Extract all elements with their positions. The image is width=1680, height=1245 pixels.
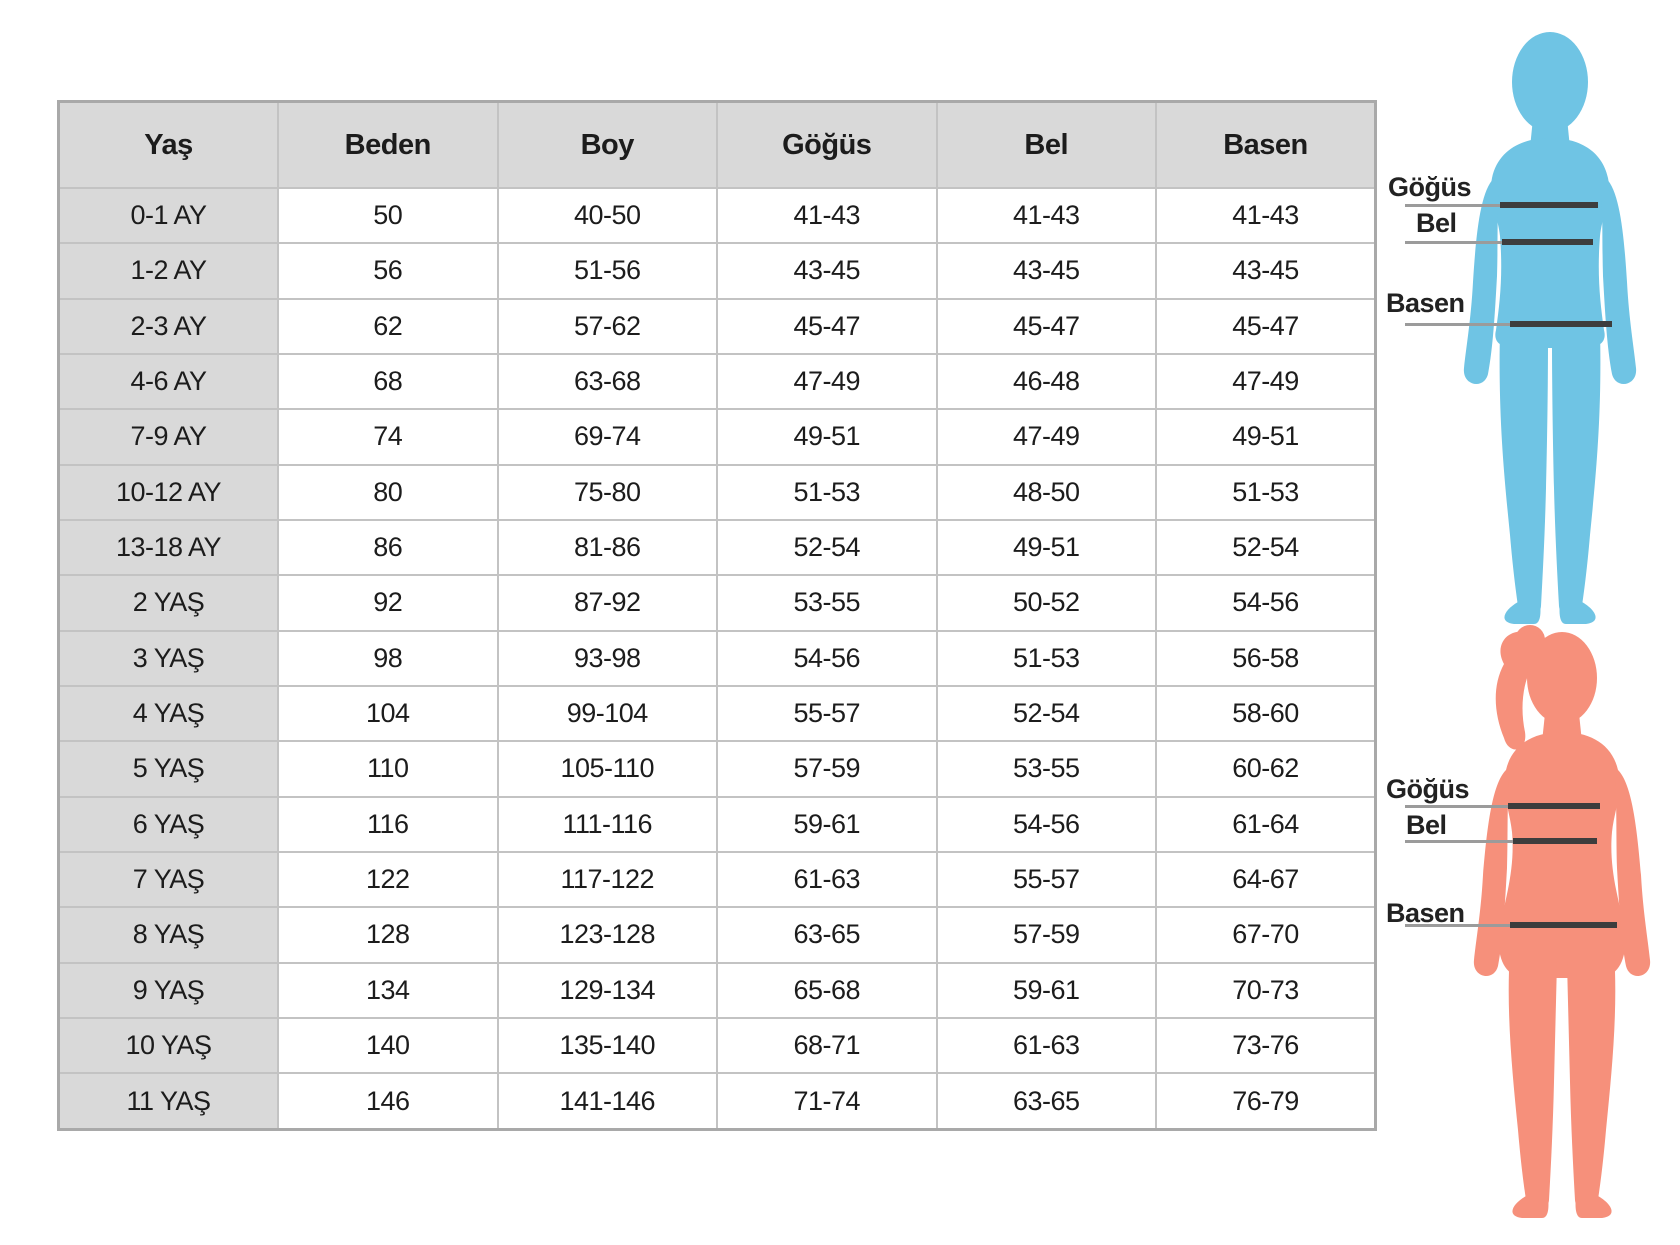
table-row xyxy=(59,1073,1376,1129)
girl-waist-label: Bel xyxy=(1406,810,1447,840)
boy-waist-label: Bel xyxy=(1416,208,1457,238)
value-cell: 116 xyxy=(278,797,498,852)
boy-waist-body-line xyxy=(1502,239,1593,245)
value-cell: 146 xyxy=(278,1073,498,1129)
age-cell: 5 YAŞ xyxy=(59,741,279,796)
table-row xyxy=(59,686,1376,741)
value-cell: 140 xyxy=(278,1018,498,1073)
value-cell: 110 xyxy=(278,741,498,796)
size-chart-header xyxy=(59,102,1376,189)
girl-right-leg xyxy=(1567,950,1615,1211)
value-cell: 52-54 xyxy=(717,520,937,575)
value-cell: 53-55 xyxy=(937,741,1157,796)
age-cell: 7-9 AY xyxy=(59,409,279,464)
girl-hip-label: Basen xyxy=(1386,898,1465,928)
value-cell: 47-49 xyxy=(937,409,1157,464)
value-cell: 63-65 xyxy=(937,1073,1157,1129)
age-cell: 4-6 AY xyxy=(59,354,279,409)
value-cell: 111-116 xyxy=(498,797,718,852)
value-cell: 43-45 xyxy=(937,243,1157,298)
girl-left-leg xyxy=(1509,950,1557,1211)
table-row xyxy=(59,299,1376,354)
value-cell: 67-70 xyxy=(1156,907,1376,962)
value-cell: 46-48 xyxy=(937,354,1157,409)
table-row xyxy=(59,520,1376,575)
table-row xyxy=(59,1018,1376,1073)
value-cell: 54-56 xyxy=(937,797,1157,852)
header-age: Yaş xyxy=(59,102,279,189)
age-cell: 6 YAŞ xyxy=(59,797,279,852)
value-cell: 57-62 xyxy=(498,299,718,354)
boy-right-arm xyxy=(1601,178,1636,384)
value-cell: 51-53 xyxy=(1156,465,1376,520)
table-row xyxy=(59,409,1376,464)
value-cell: 47-49 xyxy=(1156,354,1376,409)
value-cell: 56 xyxy=(278,243,498,298)
value-cell: 56-58 xyxy=(1156,631,1376,686)
value-cell: 50-52 xyxy=(937,575,1157,630)
table-row xyxy=(59,963,1376,1018)
value-cell: 93-98 xyxy=(498,631,718,686)
table-row xyxy=(59,465,1376,520)
value-cell: 71-74 xyxy=(717,1073,937,1129)
value-cell: 63-65 xyxy=(717,907,937,962)
value-cell: 86 xyxy=(278,520,498,575)
value-cell: 40-50 xyxy=(498,188,718,243)
header-chest: Göğüs xyxy=(717,102,937,189)
table-row xyxy=(59,797,1376,852)
value-cell: 55-57 xyxy=(717,686,937,741)
value-cell: 43-45 xyxy=(1156,243,1376,298)
girl-chest-body-line xyxy=(1508,803,1600,809)
table-row xyxy=(59,188,1376,243)
value-cell: 63-68 xyxy=(498,354,718,409)
value-cell: 53-55 xyxy=(717,575,937,630)
girl-right-foot xyxy=(1576,1196,1612,1218)
header-size: Beden xyxy=(278,102,498,189)
age-cell: 13-18 AY xyxy=(59,520,279,575)
value-cell: 41-43 xyxy=(937,188,1157,243)
value-cell: 92 xyxy=(278,575,498,630)
girl-chest-label: Göğüs xyxy=(1386,774,1469,804)
value-cell: 61-63 xyxy=(937,1018,1157,1073)
value-cell: 87-92 xyxy=(498,575,718,630)
boy-chest-body-line xyxy=(1500,202,1598,208)
value-cell: 52-54 xyxy=(937,686,1157,741)
value-cell: 81-86 xyxy=(498,520,718,575)
header-hip: Basen xyxy=(1156,102,1376,189)
table-row xyxy=(59,852,1376,907)
value-cell: 135-140 xyxy=(498,1018,718,1073)
value-cell: 59-61 xyxy=(937,963,1157,1018)
value-cell: 62 xyxy=(278,299,498,354)
size-chart-table xyxy=(57,100,1377,1131)
header-row xyxy=(59,102,1376,189)
value-cell: 70-73 xyxy=(1156,963,1376,1018)
header-waist: Bel xyxy=(937,102,1157,189)
value-cell: 68-71 xyxy=(717,1018,937,1073)
value-cell: 117-122 xyxy=(498,852,718,907)
boy-left-arm xyxy=(1464,178,1499,384)
value-cell: 69-74 xyxy=(498,409,718,464)
value-cell: 51-53 xyxy=(937,631,1157,686)
value-cell: 129-134 xyxy=(498,963,718,1018)
value-cell: 47-49 xyxy=(717,354,937,409)
boy-right-leg xyxy=(1552,330,1600,617)
value-cell: 45-47 xyxy=(1156,299,1376,354)
boy-hip-label: Basen xyxy=(1386,288,1465,318)
header-height: Boy xyxy=(498,102,718,189)
value-cell: 73-76 xyxy=(1156,1018,1376,1073)
age-cell: 3 YAŞ xyxy=(59,631,279,686)
table-row xyxy=(59,575,1376,630)
age-cell: 7 YAŞ xyxy=(59,852,279,907)
age-cell: 8 YAŞ xyxy=(59,907,279,962)
table-row xyxy=(59,907,1376,962)
value-cell: 45-47 xyxy=(937,299,1157,354)
value-cell: 61-64 xyxy=(1156,797,1376,852)
value-cell: 43-45 xyxy=(717,243,937,298)
value-cell: 51-53 xyxy=(717,465,937,520)
value-cell: 68 xyxy=(278,354,498,409)
value-cell: 104 xyxy=(278,686,498,741)
girl-hip-body-line xyxy=(1510,922,1617,928)
value-cell: 122 xyxy=(278,852,498,907)
age-cell: 0-1 AY xyxy=(59,188,279,243)
age-cell: 4 YAŞ xyxy=(59,686,279,741)
girl-silhouette xyxy=(1452,620,1660,1220)
table-row xyxy=(59,631,1376,686)
value-cell: 41-43 xyxy=(717,188,937,243)
value-cell: 50 xyxy=(278,188,498,243)
age-cell: 1-2 AY xyxy=(59,243,279,298)
value-cell: 80 xyxy=(278,465,498,520)
age-cell: 11 YAŞ xyxy=(59,1073,279,1129)
value-cell: 105-110 xyxy=(498,741,718,796)
value-cell: 54-56 xyxy=(717,631,937,686)
value-cell: 98 xyxy=(278,631,498,686)
boy-left-leg xyxy=(1500,330,1548,617)
value-cell: 64-67 xyxy=(1156,852,1376,907)
value-cell: 57-59 xyxy=(717,741,937,796)
boy-silhouette xyxy=(1448,30,1648,625)
value-cell: 49-51 xyxy=(717,409,937,464)
size-table-body xyxy=(59,188,1376,1130)
value-cell: 41-43 xyxy=(1156,188,1376,243)
age-cell: 10 YAŞ xyxy=(59,1018,279,1073)
value-cell: 54-56 xyxy=(1156,575,1376,630)
value-cell: 45-47 xyxy=(717,299,937,354)
girl-left-foot xyxy=(1512,1196,1548,1218)
value-cell: 141-146 xyxy=(498,1073,718,1129)
value-cell: 49-51 xyxy=(1156,409,1376,464)
value-cell: 58-60 xyxy=(1156,686,1376,741)
boy-chest-label: Göğüs xyxy=(1388,172,1471,202)
value-cell: 75-80 xyxy=(498,465,718,520)
value-cell: 55-57 xyxy=(937,852,1157,907)
value-cell: 49-51 xyxy=(937,520,1157,575)
value-cell: 128 xyxy=(278,907,498,962)
value-cell: 134 xyxy=(278,963,498,1018)
value-cell: 48-50 xyxy=(937,465,1157,520)
table-row xyxy=(59,354,1376,409)
age-cell: 9 YAŞ xyxy=(59,963,279,1018)
value-cell: 61-63 xyxy=(717,852,937,907)
value-cell: 65-68 xyxy=(717,963,937,1018)
value-cell: 74 xyxy=(278,409,498,464)
value-cell: 52-54 xyxy=(1156,520,1376,575)
value-cell: 60-62 xyxy=(1156,741,1376,796)
table-row xyxy=(59,741,1376,796)
value-cell: 99-104 xyxy=(498,686,718,741)
girl-torso xyxy=(1499,732,1626,978)
value-cell: 123-128 xyxy=(498,907,718,962)
value-cell: 59-61 xyxy=(717,797,937,852)
value-cell: 57-59 xyxy=(937,907,1157,962)
age-cell: 2 YAŞ xyxy=(59,575,279,630)
value-cell: 51-56 xyxy=(498,243,718,298)
girl-waist-body-line xyxy=(1513,838,1597,844)
age-cell: 10-12 AY xyxy=(59,465,279,520)
value-cell: 76-79 xyxy=(1156,1073,1376,1129)
boy-hip-body-line xyxy=(1510,321,1612,327)
table-row xyxy=(59,243,1376,298)
age-cell: 2-3 AY xyxy=(59,299,279,354)
